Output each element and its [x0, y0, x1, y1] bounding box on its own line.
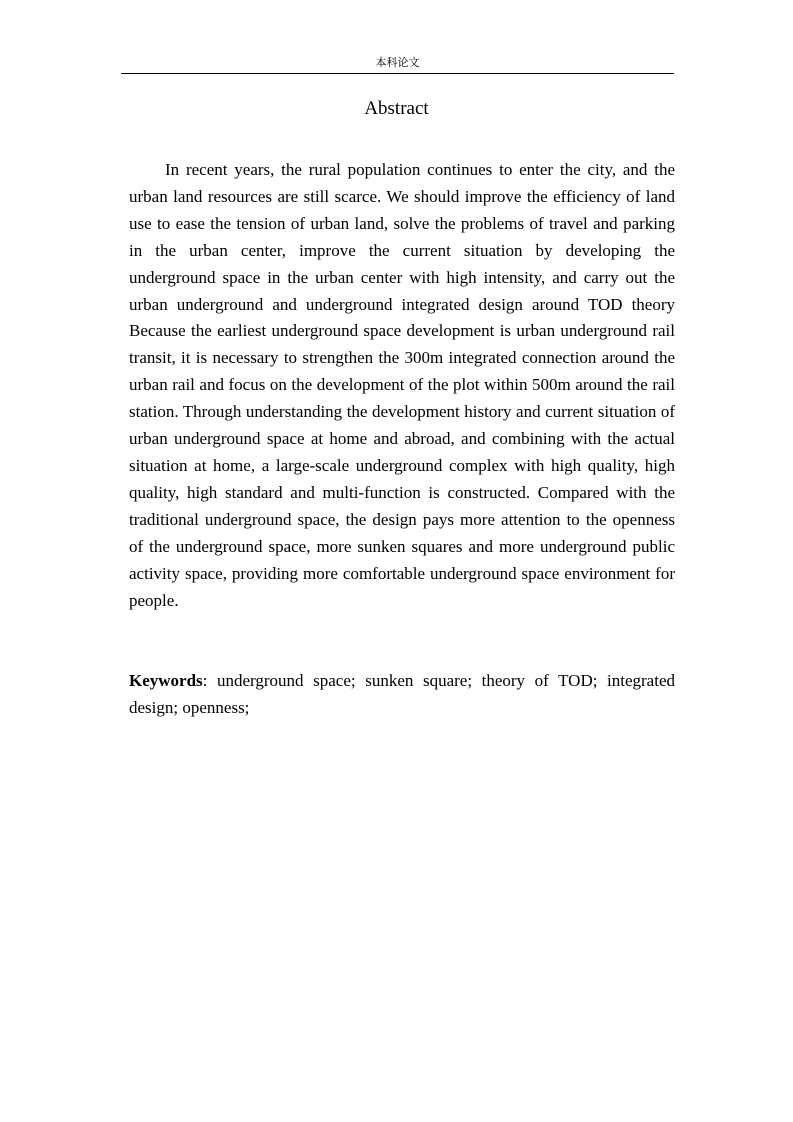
keywords-text: underground space; sunken square; theory of TOD; integrated design; openness; — [129, 671, 675, 717]
running-header: 本科论文 — [375, 57, 420, 69]
abstract-body: In recent years, the rural population continues to enter the city, and the urban land resources are still scarce. We should improve the efficiency of land use to ease the tension of urban land, solve the problems of travel and parking in the urban center, improve the current situation by developing the underground space in the urban center with high intensity, and carry out the urban underground and underground integrated design around TOD theory Because the earliest underground space development is urban underground rail transit, it is necessary to strengthen the 300m integrated connection around the urban rail and focus on the development of the plot within 500m around the rail station. Through understanding the development history and current situation of urban underground space at home and abroad, and combining with the actual situation at home, a large-scale underground complex with high quality, high quality, high standard and multi-function is constructed. Compared with the traditional underground space, the design pays more attention to the openness of the underground space, more sunken squares and more underground public activity space, providing more comfortable underground space environment for people. — [129, 160, 675, 610]
keywords-separator: : — [202, 671, 208, 690]
keywords-label: Keywords — [129, 671, 203, 690]
header-rule — [121, 73, 674, 74]
abstract-title: Abstract — [364, 98, 429, 119]
keywords-paragraph — [129, 667, 675, 721]
